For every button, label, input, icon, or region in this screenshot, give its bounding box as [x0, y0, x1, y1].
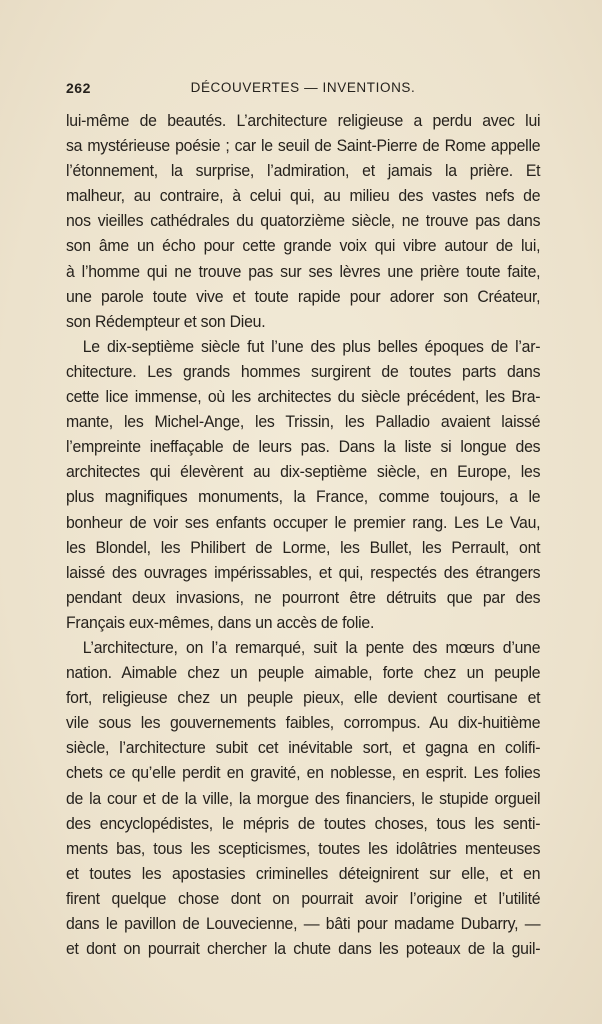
text-line: cette lice immense, où les architectes du siècle précédent, les Bra-: [66, 387, 541, 407]
text-line: malheur, au contraire, à celui qui, au milieu des vastes nefs de: [66, 186, 541, 206]
text-line: dans le pavillon de Louvecienne, — bâti pour madame Dubarry, —: [66, 914, 541, 933]
text-line: et toutes les apostasies criminelles déteignirent sur elle, et en: [66, 863, 541, 883]
text-line: des encyclopédistes, le mépris de toutes choses, tous les senti-: [66, 813, 541, 833]
running-title: DÉCOUVERTES — INVENTIONS.: [190, 80, 416, 95]
text-line: pendant deux invasions, ne pourront être détruits que par des: [66, 587, 541, 607]
text-line: chets ce qu’elle perdit en gravité, en noblesse, en esprit. Les folies: [66, 763, 541, 783]
text-line: et dont on pourrait chercher la chute dans les poteaux de la guil-: [66, 939, 541, 959]
text-line: sa mystérieuse poésie ; car le seuil de Saint-Pierre de Rome appelle: [66, 136, 541, 156]
text-line: L’architecture, on l’a remarqué, suit la pente des mœurs d’une: [82, 637, 541, 657]
text-line: de la cour et de la ville, la morgue des financiers, le stupide orgueil: [66, 788, 541, 808]
text-line: l’empreinte ineffaçable de leurs pas. Dans la liste si longue des: [66, 437, 541, 457]
text-line: architectes qui élevèrent au dix-septième siècle, en Europe, les: [66, 462, 541, 482]
text-line: siècle, l’architecture subit cet inévitable sort, et gagna en colifi-: [66, 738, 541, 758]
text-line: lui-même de beautés. L’architecture religieuse a perdu avec lui: [66, 111, 541, 130]
text-line: ments bas, tous les scepticismes, toutes les idolâtries menteuses: [66, 838, 541, 858]
text-line: plus magnifiques monuments, la France, comme toujours, a le: [66, 487, 541, 507]
text-line: fort, religieuse chez un peuple pieux, elle devient courtisane et: [66, 688, 541, 708]
body-text: [66, 108, 540, 961]
text-line: nation. Aimable chez un peuple aimable, forte chez un peuple: [66, 663, 541, 683]
text-line: bonheur de voir ses enfants occuper le premier rang. Les Le Vau,: [66, 512, 541, 532]
text-line: vile sous les gouvernements faibles, corrompus. Au dix-huitième: [66, 713, 541, 733]
text-line: son âme un écho pour cette grande voix qui vibre autour de lui,: [66, 236, 541, 256]
text-line: une parole toute vive et toute rapide pour adorer son Créateur,: [66, 286, 541, 306]
text-line: firent quelque chose dont on pourrait avoir l’origine et l’utilité: [66, 888, 541, 908]
running-head: [66, 80, 540, 100]
text-line: chitecture. Les grands hommes surgirent de toutes parts dans: [66, 361, 541, 381]
text-line: à l’homme qui ne trouve pas sur ses lèvres une prière toute faite,: [66, 261, 541, 281]
text-line: nos vieilles cathédrales du quatorzième siècle, ne trouve pas dans: [66, 211, 541, 231]
page-number: 262: [66, 80, 91, 96]
text-line: les Blondel, les Philibert de Lorme, les Bullet, les Perrault, ont: [66, 537, 541, 557]
text-line: Français eux-mêmes, dans un accès de folie.: [66, 612, 375, 632]
text-line: laissé des ouvrages impérissables, et qui, respectés des étrangers: [66, 562, 541, 582]
text-line: l’étonnement, la surprise, l’admiration, et jamais la prière. Et: [66, 161, 541, 181]
text-line: mante, les Michel-Ange, les Trissin, les Palladio avaient laissé: [66, 412, 541, 432]
text-line: Le dix-septième siècle fut l’une des plus belles époques de l’ar-: [82, 336, 541, 356]
text-line: son Rédempteur et son Dieu.: [66, 311, 266, 331]
